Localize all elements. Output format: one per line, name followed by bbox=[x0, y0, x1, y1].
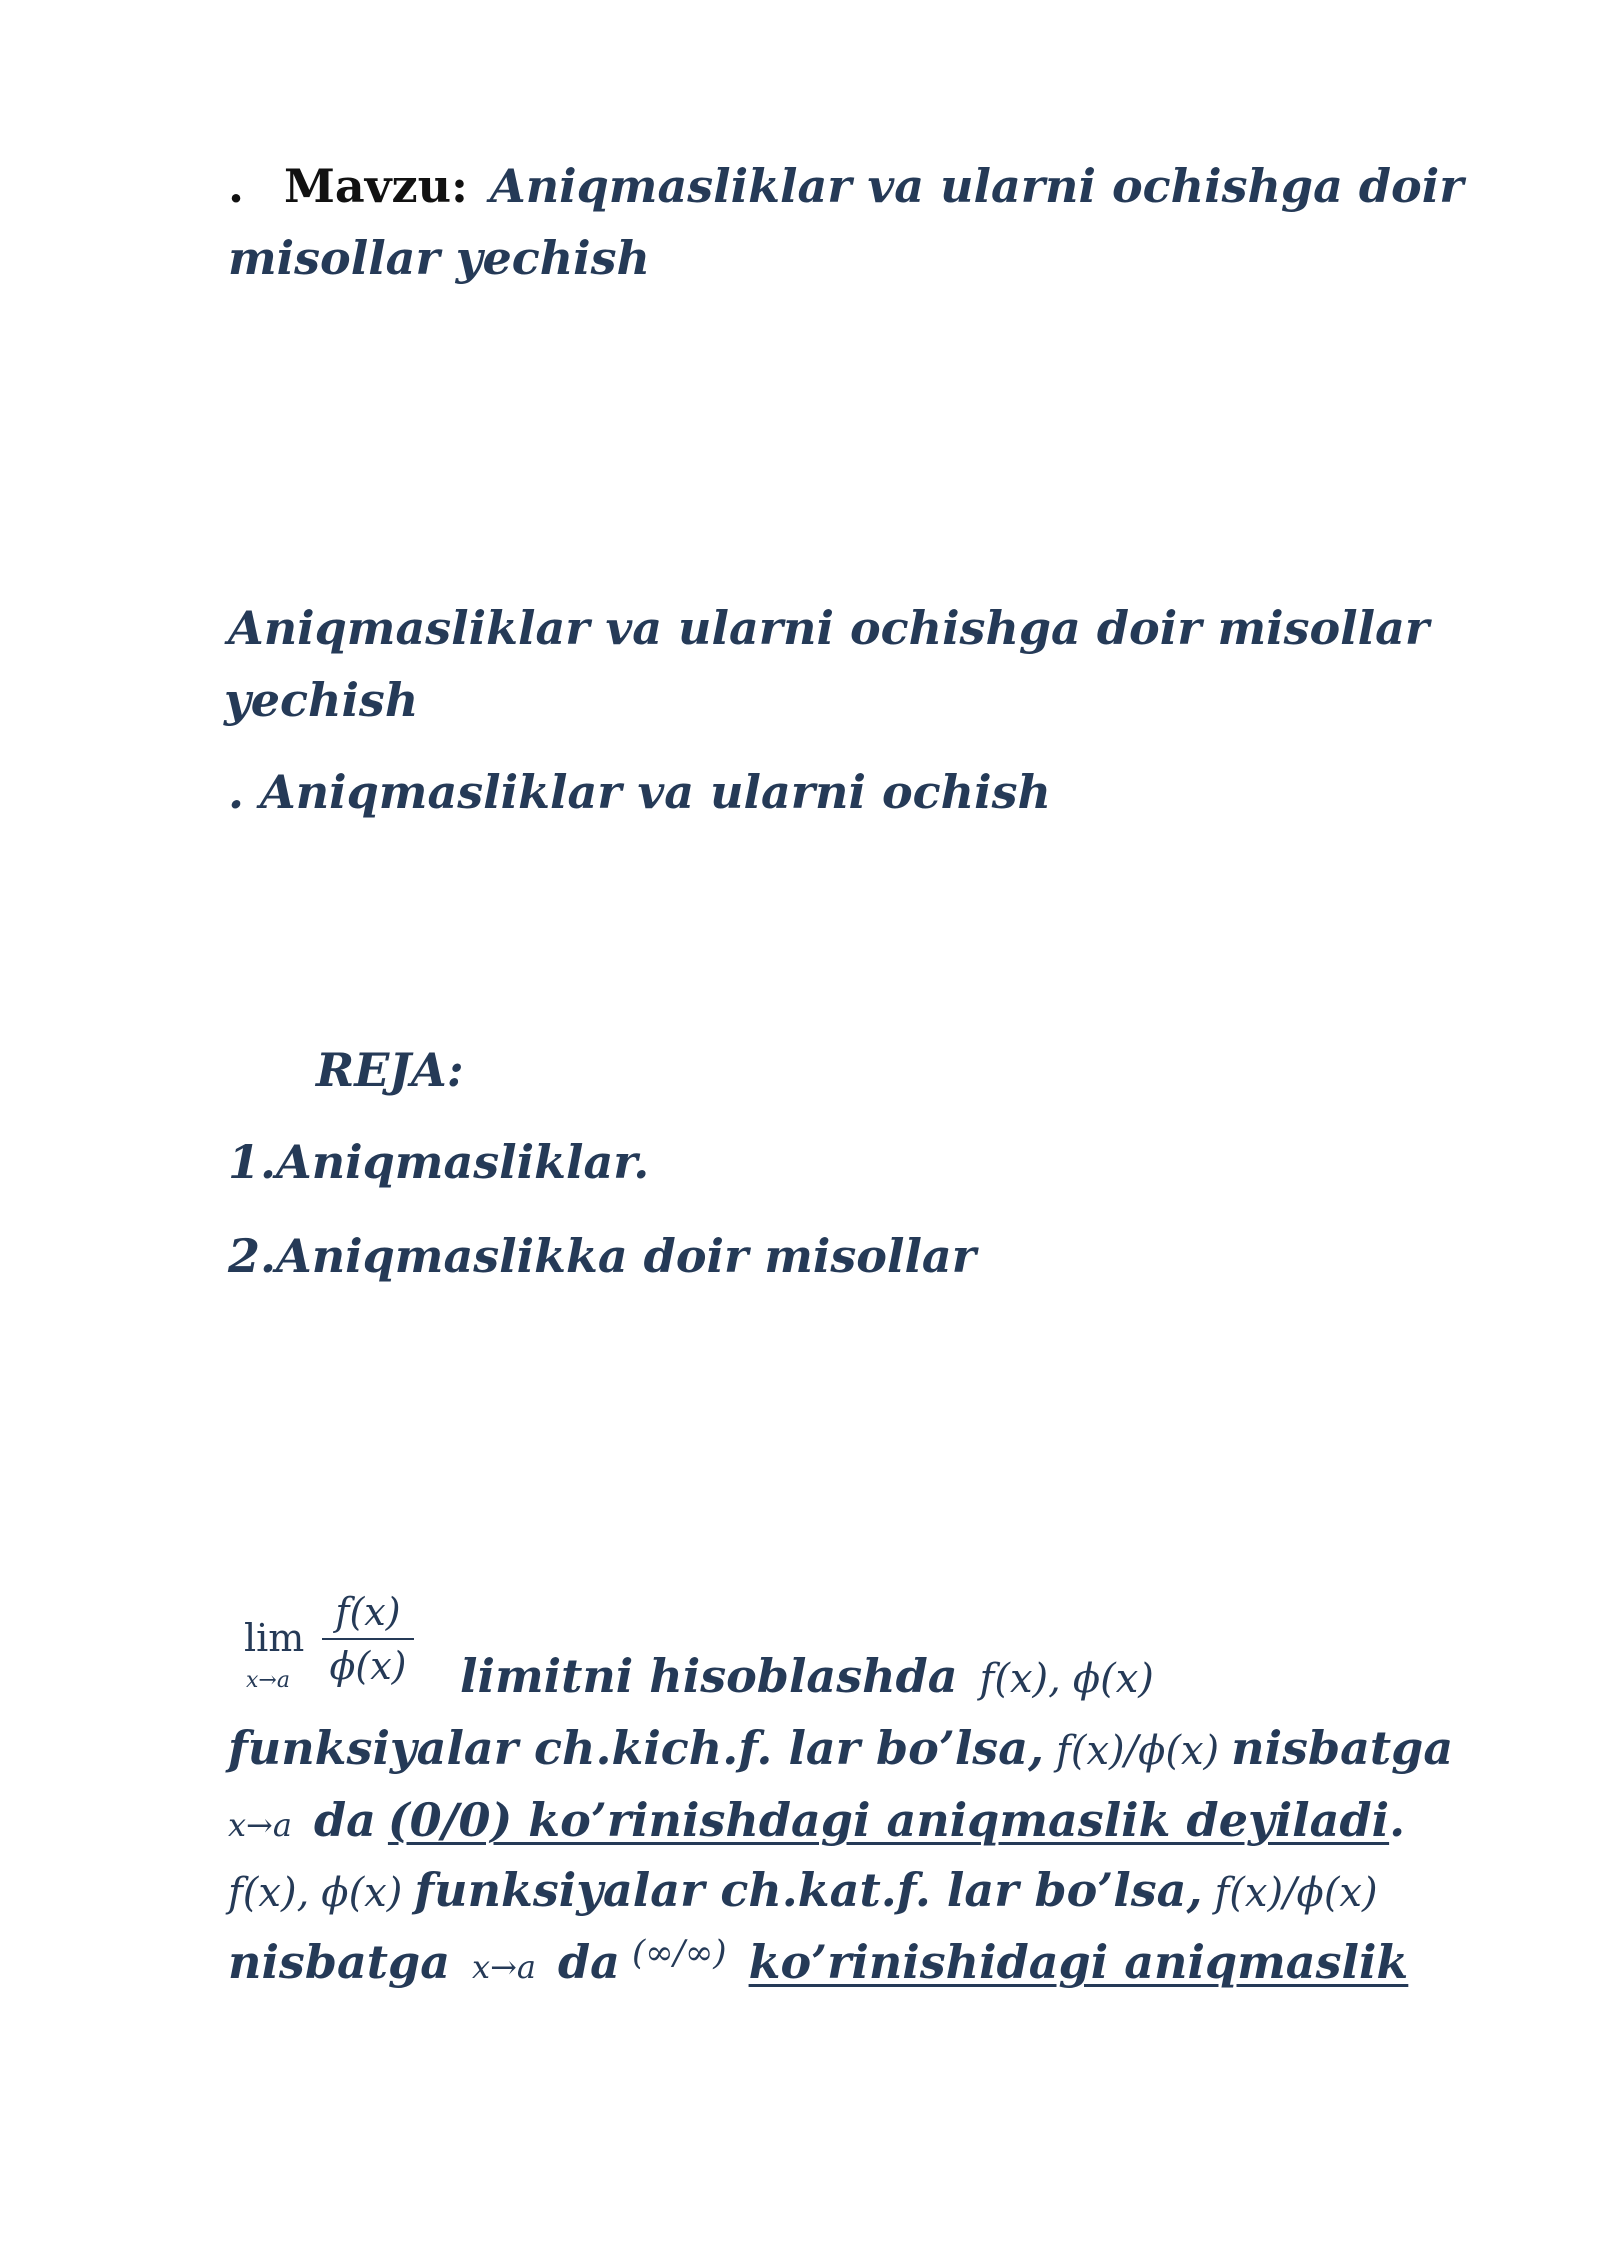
fraction-numerator: f(x) bbox=[335, 1590, 401, 1634]
zero-over-zero-definition: (0/0) ko’rinishdagi aniqmaslik deyiladi bbox=[387, 1793, 1390, 1847]
title-dot: . bbox=[228, 159, 245, 213]
line5-da: da bbox=[557, 1935, 620, 1989]
limit-formula bbox=[240, 1588, 420, 1698]
subtitle-line-1: Aniqmasliklar va ularni ochishga doir misollar bbox=[228, 601, 1430, 655]
f-of-x-2: f(x), bbox=[228, 1870, 310, 1916]
plan-item-1: 1.Aniqmasliklar. bbox=[228, 1135, 650, 1189]
lim-subscript: x→a bbox=[246, 1668, 290, 1693]
inf-over-inf-definition: ko’rinishidagi aniqmaslik bbox=[748, 1935, 1409, 1989]
paragraph-line-4 bbox=[228, 1854, 1378, 1929]
phi-of-x: ϕ(x) bbox=[1072, 1656, 1154, 1702]
paragraph-line-3 bbox=[228, 1784, 1405, 1861]
paragraph-line-5 bbox=[228, 1926, 1408, 2003]
phi-of-x-2: ϕ(x) bbox=[321, 1870, 403, 1916]
subtitle-line-2: yechish bbox=[224, 673, 419, 727]
inf-over-inf: (∞/∞) bbox=[631, 1933, 727, 1973]
topic-text-line-2: misollar yechish bbox=[228, 231, 650, 285]
plan-heading: REJA: bbox=[316, 1043, 464, 1097]
paragraph-line-2 bbox=[228, 1712, 1453, 1787]
x-to-a: x→a bbox=[228, 1806, 292, 1844]
paragraph-line-1 bbox=[460, 1640, 1154, 1715]
line3-da: da bbox=[313, 1793, 376, 1847]
line4-text: funksiyalar ch.kat.f. lar bo’lsa, bbox=[414, 1863, 1203, 1917]
line1-text: limitni hisoblashda bbox=[460, 1649, 958, 1703]
line5-start: nisbatga bbox=[228, 1935, 451, 1989]
topic-text-line-1: Aniqmasliklar va ularni ochishga doir bbox=[490, 159, 1464, 213]
line2-text: funksiyalar ch.kich.f. lar bo’lsa, bbox=[228, 1721, 1045, 1775]
lim-word: lim bbox=[244, 1616, 305, 1660]
ratio-f-phi-2: f(x)/ϕ(x) bbox=[1214, 1870, 1378, 1916]
line2-end: nisbatga bbox=[1231, 1721, 1454, 1775]
ratio-f-phi: f(x)/ϕ(x) bbox=[1056, 1728, 1220, 1774]
line3-end: . bbox=[1389, 1793, 1406, 1847]
title-line-1 bbox=[228, 150, 1463, 222]
topic-label: Mavzu: bbox=[284, 159, 469, 213]
fraction-denominator: ϕ(x) bbox=[329, 1644, 407, 1688]
x-to-a-2: x→a bbox=[472, 1948, 536, 1986]
subtitle-line-3: . Aniqmasliklar va ularni ochish bbox=[228, 765, 1051, 819]
limit-fraction bbox=[322, 1588, 414, 1690]
plan-item-2: 2.Aniqmaslikka doir misollar bbox=[228, 1229, 976, 1283]
f-of-x: f(x), bbox=[979, 1656, 1061, 1702]
fraction-bar bbox=[322, 1638, 414, 1640]
